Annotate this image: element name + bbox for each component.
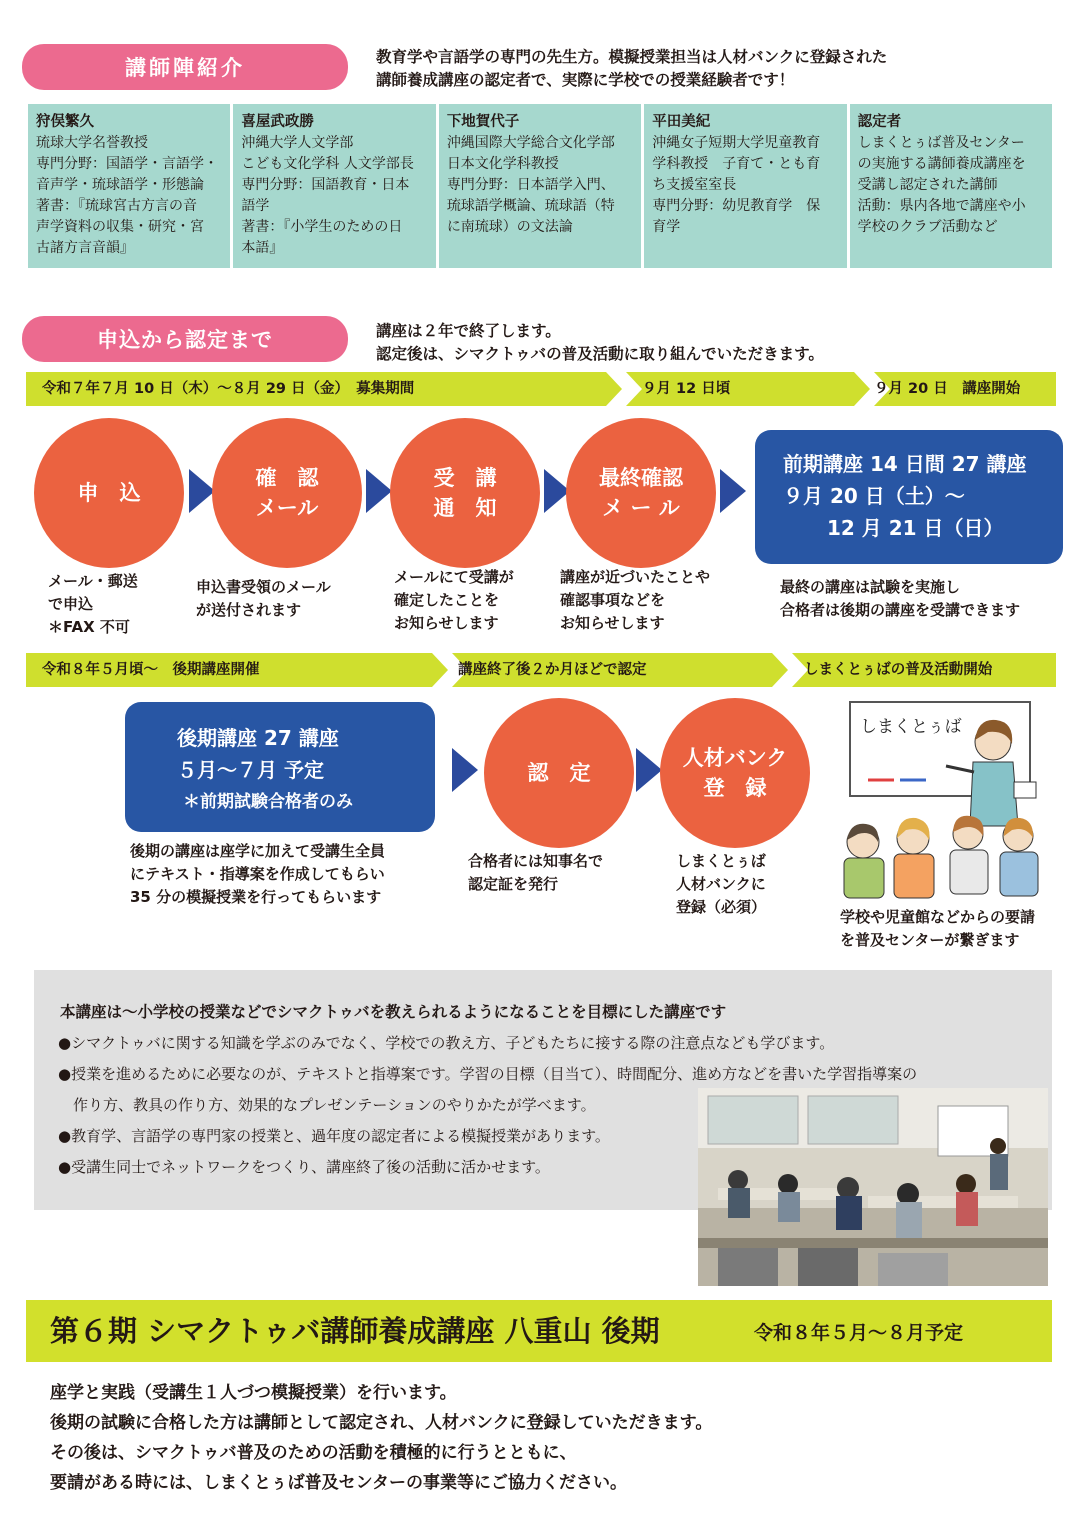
second-term-box: 後期講座 27 講座 ５月～７月 予定 ＊前期試験合格者のみ xyxy=(125,702,435,832)
instructor-card: 狩俣繁久 琉球大学名誉教授 専門分野：国語学・言語学・ 音声学・琉球語学・形態論 著書：『琉球宮古方言の音 声学資料の収集・研究・宮 古諸方言音韻』 xyxy=(28,104,230,268)
arrow-icon xyxy=(636,748,662,792)
goal-item: ●シマクトゥバに関する知識を学ぶのみでなく、学校での教え方、子どもたちに接する際の注意点なども学びます。 xyxy=(58,1034,835,1052)
instructors-heading: 講師陣紹介 xyxy=(22,44,348,90)
flow-heading: 申込から認定まで xyxy=(22,316,348,362)
note-certification: 合格者には知事名で 認定証を発行 xyxy=(468,852,604,893)
instructor-card: 喜屋武政勝 沖縄大学人文学部 こども文化学科 人文学部長 専門分野：国語教育・日本 語学 著書：『小学生のための日 本語』 xyxy=(233,104,435,268)
instructor-card: 下地賀代子 沖縄国際大学総合文化学部 日本文化学科教授 専門分野：日本語学入門、 琉球語学概論、琉球語（特 に南琉球）の文法論 xyxy=(439,104,641,268)
instructor-card: 平田美紀 沖縄女子短期大学児童教育 学科教授 子育て・とも育 ち支援室室長 専門分野：幼児教育学 保 育学 xyxy=(644,104,846,268)
step-enrollment-notice: 受 講 通 知 xyxy=(390,418,540,568)
teacher-illustration xyxy=(828,696,1048,908)
band2-certification: 講座終了後２か月ほどで認定 xyxy=(458,662,647,678)
goal-item: ●教育学、言語学の専門家の授業と、過年度の認定者による模擬授業があります。 xyxy=(58,1127,610,1145)
step-talent-bank: 人材バンク 登 録 xyxy=(660,698,810,848)
note-confirm-mail: 申込書受領のメール が送付されます xyxy=(196,578,331,619)
goal-item: ●授業を進めるために必要なのが、テキストと指導案です。学習の目標（目当て）、時間配分、進め方などを書いた学習指導案の xyxy=(58,1065,918,1083)
step-certification: 認 定 xyxy=(484,698,634,848)
instructors-intro: 教育学や言語学の専門の先生方。模擬授業担当は人材バンクに登録された 講師養成講座の認定者で、実際に学校での授業経験者です！ xyxy=(376,48,888,89)
note-apply: メール・郵送 で申込 ＊FAX 不可 xyxy=(48,572,138,636)
goal-item: ●受講生同士でネットワークをつくり、講座終了後の活動に活かせます。 xyxy=(58,1158,550,1176)
board-text: しまくとぅば xyxy=(860,717,962,737)
step-confirm-mail: 確 認 メール xyxy=(212,418,362,568)
note-enrollment: メールにて受講が 確定したことを お知らせします xyxy=(394,568,514,632)
instructor-table xyxy=(28,104,1052,268)
band2-activity-start: しまくとぅばの普及活動開始 xyxy=(804,662,993,678)
instructor-card: 認定者 しまくとぅば普及センター の実施する講師養成講座を 受講し認定された講師 活動：県内各地で講座や小 学校のクラブ活動など xyxy=(850,104,1052,268)
arrow-icon xyxy=(720,469,746,513)
band1-recruit-period: 令和７年７月 10 日（木）～８月 29 日（金） 募集期間 xyxy=(42,381,415,397)
flow-intro: 講座は２年で終了します。 認定後は、シマクトゥバの普及活動に取り組んでいただきます。 xyxy=(376,322,824,363)
step-final-mail: 最終確認 メ ー ル xyxy=(566,418,716,568)
note-talent-bank: しまくとぅば 人材バンクに 登録（必須） xyxy=(676,852,767,916)
footer-description: 座学と実践（受講生１人づつ模擬授業）を行います。 後期の試験に合格した方は講師として認定され、人材バンクに登録していただきます。 その後は、シマクトゥバ普及のための活動を積極的に行うとともに、 要請がある時には、しまくとぅば普及センターの事業等にご協力ください。 xyxy=(50,1383,713,1493)
goal-item: 作り方、教具の作り方、効果的なプレゼンテーションのやりかたが学べます。 xyxy=(58,1096,596,1114)
footer-title: 第６期 シマクトゥバ講師養成講座 八重山 後期 xyxy=(50,1314,660,1348)
classroom-photo xyxy=(698,1088,1048,1286)
note-final-mail: 講座が近づいたことや 確認事項などを お知らせします xyxy=(560,568,711,632)
band2-second-term: 令和８年５月頃～ 後期講座開催 xyxy=(42,662,260,678)
footer-subtitle: 令和８年５月～８月予定 xyxy=(754,1322,964,1344)
step-apply: 申 込 xyxy=(34,418,184,568)
first-term-box: 前期講座 14 日間 27 講座 ９月 20 日（土）～ 12 月 21 日（日） xyxy=(755,430,1063,564)
arrow-icon xyxy=(452,748,478,792)
note-second-term: 後期の講座は座学に加えて受講生全員 にテキスト・指導案を作成してもらい 35 分の模擬授業を行ってもらいます xyxy=(130,842,386,906)
band1-date-notice: ９月 12 日頃 xyxy=(642,381,731,397)
band1-course-start: ９月 20 日 講座開始 xyxy=(874,381,1021,397)
arrow-icon xyxy=(366,469,392,513)
note-first-term: 最終の講座は試験を実施し 合格者は後期の講座を受講できます xyxy=(780,578,1021,619)
note-activity: 学校や児童館などからの要請 を普及センターが繋ぎます xyxy=(840,908,1036,949)
goals-heading: 本講座は～小学校の授業などでシマクトゥバを教えられるようになることを目標にした講座です xyxy=(60,1003,727,1021)
